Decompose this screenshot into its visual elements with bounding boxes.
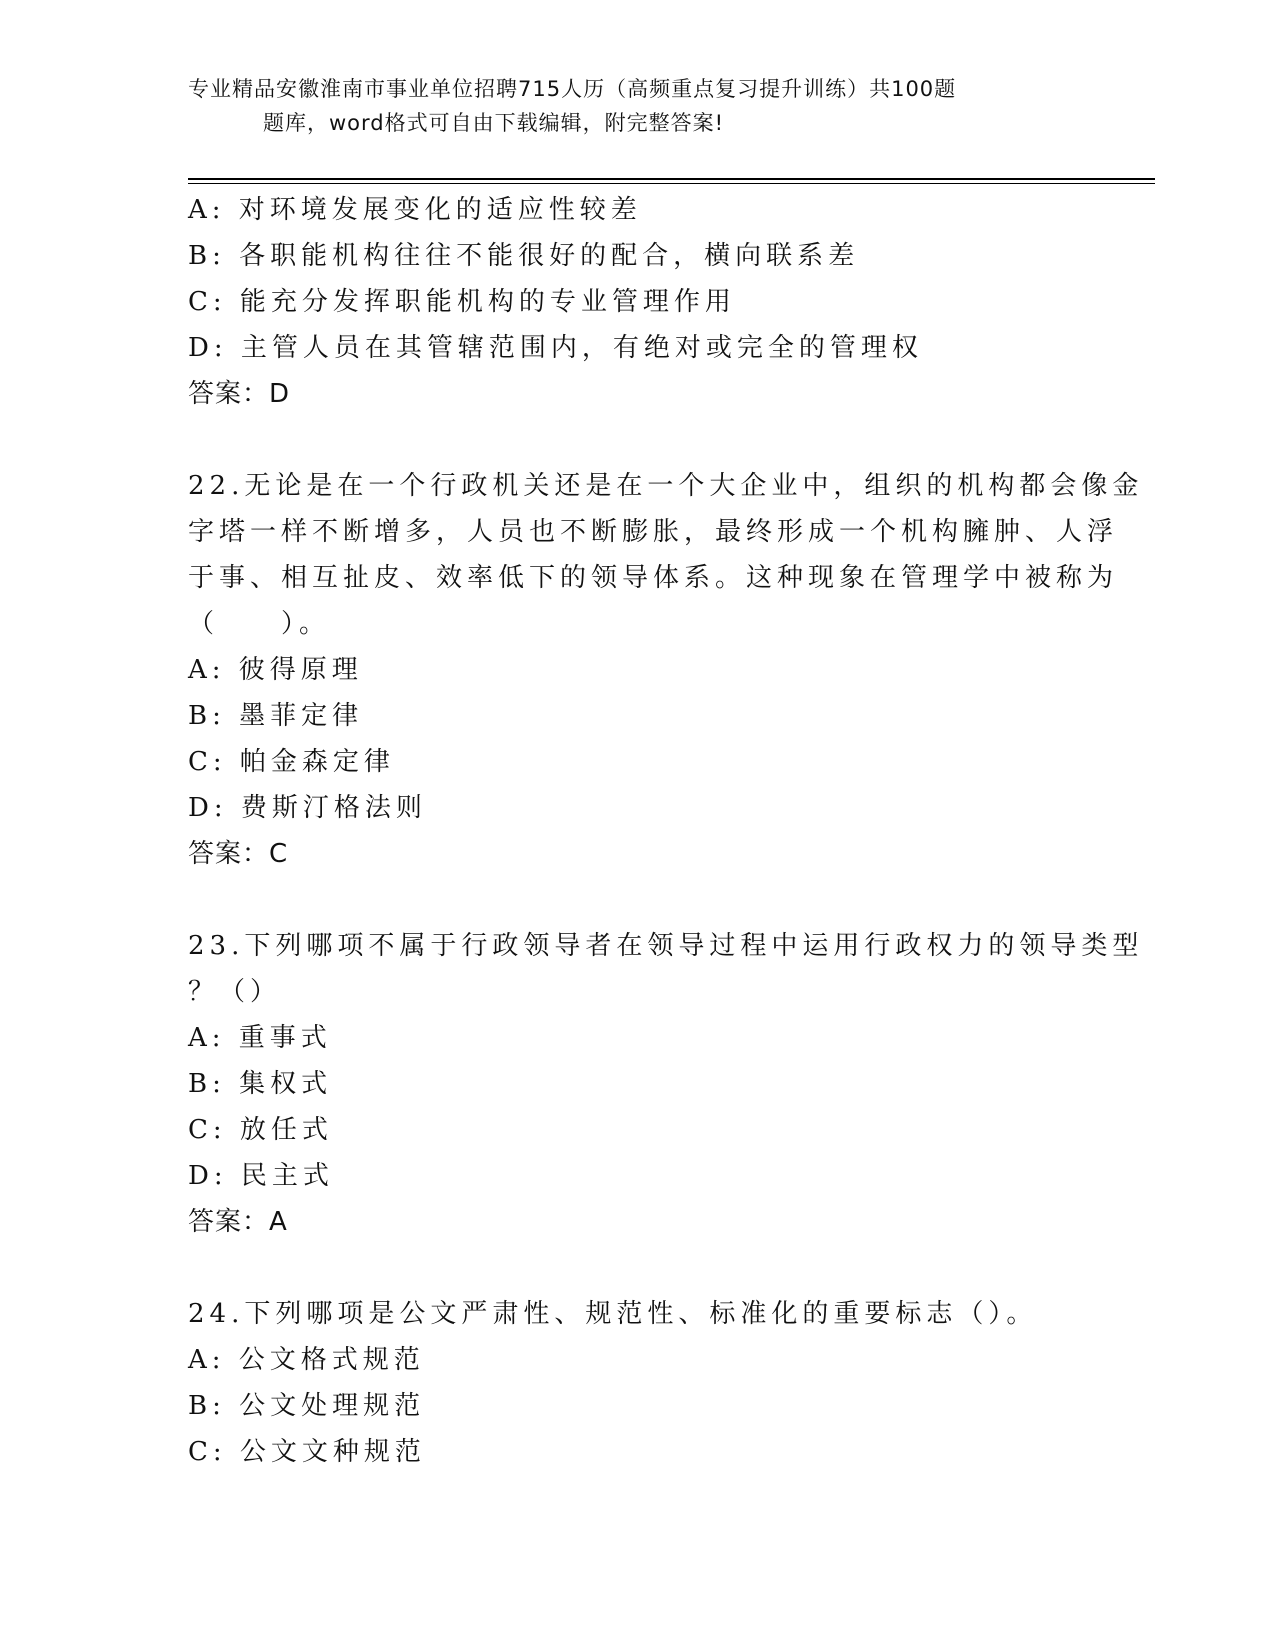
spacer: [188, 877, 1088, 923]
question-22: [188, 463, 1144, 877]
q23-option-c: C: 放任式: [188, 1115, 333, 1145]
q23-stem-line1: 23.下列哪项不属于行政领导者在领导过程中运用行政权力的领导类型: [188, 931, 1144, 961]
q23-stem-line2: ？（）: [188, 977, 282, 1007]
q24-option-a: A: 公文格式规范: [188, 1345, 425, 1375]
header-title-line1: 专业精品安徽淮南市事业单位招聘715人历（高频重点复习提升训练）共100题: [188, 77, 957, 101]
q22-answer: 答案：C: [188, 839, 289, 869]
question-list: [188, 187, 1144, 1475]
q22-option-d: D: 费斯汀格法则: [188, 793, 427, 823]
q23-answer: 答案：A: [188, 1207, 288, 1237]
q21-answer: 答案：D: [188, 379, 291, 409]
q21-option-b: B: 各职能机构往往不能很好的配合，横向联系差: [188, 241, 860, 271]
q22-option-a: A: 彼得原理: [188, 655, 363, 685]
document-header: [188, 72, 1088, 140]
q22-stem-line2: 字塔一样不断增多，人员也不断膨胀，最终形成一个机构臃肿、人浮: [188, 517, 1119, 547]
q24-stem-line1: 24.下列哪项是公文严肃性、规范性、标准化的重要标志（）。: [188, 1299, 1038, 1329]
q21-option-c: C: 能充分发挥职能机构的专业管理作用: [188, 287, 736, 317]
q23-option-d: D: 民主式: [188, 1161, 334, 1191]
q21-option-d: D: 主管人员在其管辖范围内，有绝对或完全的管理权: [188, 333, 923, 363]
header-title-line2: 题库，word格式可自由下载编辑，附完整答案!: [263, 111, 725, 135]
q23-option-b: B: 集权式: [188, 1069, 333, 1099]
header-divider-thin: [188, 183, 1155, 184]
question-23: [188, 923, 1144, 1245]
spacer: [188, 1245, 1088, 1291]
q22-stem-line3: 于事、相互扯皮、效率低下的领导体系。这种现象在管理学中被称为: [188, 563, 1119, 593]
spacer: [188, 417, 1088, 463]
q22-option-b: B: 墨菲定律: [188, 701, 364, 731]
q24-option-c: C: 公文文种规范: [188, 1437, 426, 1467]
q22-stem-line4: （ ）。: [188, 609, 331, 639]
question-21-fragment: [188, 187, 1088, 417]
q21-option-a: A: 对环境发展变化的适应性较差: [188, 195, 642, 225]
q22-stem-line1: 22.无论是在一个行政机关还是在一个大企业中，组织的机构都会像金: [188, 471, 1144, 501]
question-24: [188, 1291, 1088, 1475]
q23-option-a: A: 重事式: [188, 1023, 332, 1053]
q24-option-b: B: 公文处理规范: [188, 1391, 426, 1421]
header-divider-thick: [188, 178, 1155, 180]
q22-option-c: C: 帕金森定律: [188, 747, 395, 777]
